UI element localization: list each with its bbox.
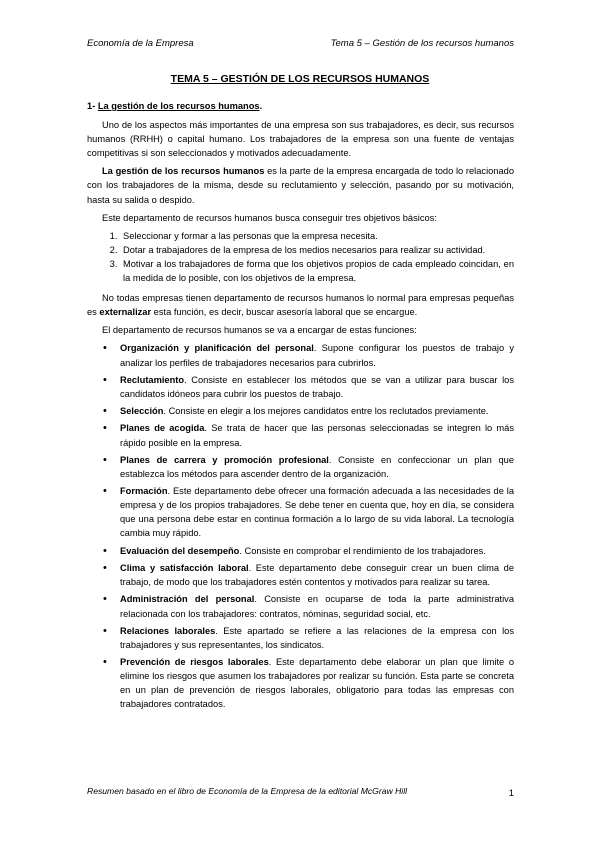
function-item	[120, 592, 514, 620]
function-item	[120, 544, 514, 558]
header-left: Economía de la Empresa	[87, 38, 194, 49]
function-item	[120, 404, 514, 418]
function-item	[120, 341, 514, 369]
function-item	[120, 373, 514, 401]
function-text: . Este apartado se refiere a las relaciones de la empresa con los trabajadores y sus representantes, los sindicatos.	[120, 625, 514, 650]
function-text: . Consiste en elegir a los mejores candidatos entre los reclutados previamente.	[163, 406, 489, 417]
externalize-term: externalizar	[99, 307, 152, 318]
externalize-end: esta función, es decir, buscar asesoría laboral que se encargue.	[151, 307, 418, 318]
function-item	[120, 484, 514, 540]
function-term: Planes de carrera y promoción profesional	[120, 454, 329, 465]
function-item	[120, 453, 514, 481]
header-right: Tema 5 – Gestión de los recursos humanos	[330, 38, 514, 49]
paragraph-objectives-intro: Este departamento de recursos humanos busca conseguir tres objetivos básicos:	[102, 212, 437, 223]
objective-item: 2. Dotar a trabajadores de la empresa de los medios necesarios para realizar su actividad.	[120, 243, 514, 257]
paragraph-definition	[87, 164, 514, 206]
function-item	[120, 561, 514, 589]
definition-text: es la parte de la empresa encargada de todo lo relacionado con los trabajadores de la misma, desde su reclutamiento y selección, pasando por su motivación, hasta su salida o despido.	[87, 166, 514, 205]
function-text: . Este departamento debe conseguir crear un buen clima de trabajo, de modo que los trabajadores estén contentos y motivados para realizar su tarea.	[120, 563, 514, 588]
function-term: Evaluación del desempeño	[120, 545, 240, 556]
function-text: . Este departamento debe ofrecer una formación adecuada a las necesidades de la empresa y de los propios trabajadores. Se debe tener en cuenta que, hoy en día, se considera que una persona debe estar en continua formación a lo largo de su vida laboral. La tecnología cambia muy rápido.	[120, 486, 514, 539]
function-item	[120, 624, 514, 652]
function-term: Selección	[120, 406, 164, 417]
definition-term: La gestión de los recursos humanos	[102, 166, 265, 177]
function-term: Planes de acogida	[120, 423, 205, 434]
paragraph-externalize	[87, 291, 514, 319]
objective-item: 1. Seleccionar y formar a las personas que la empresa necesita.	[120, 229, 514, 243]
externalize-start: No todas empresas tienen departamento de recursos humanos lo normal para empresas pequeñas es	[87, 293, 514, 318]
function-text: . Consiste en confeccionar un plan que establezca los métodos para ascender dentro de la organización.	[120, 454, 514, 479]
footer-note: Resumen basado en el libro de Economía de la Empresa de la editorial McGraw Hill	[87, 786, 408, 796]
function-text: . Se trata de hacer que las personas seleccionadas se integren lo más rápido posible en la empresa.	[120, 423, 514, 448]
function-term: Relaciones laborales	[120, 625, 216, 636]
section-period: .	[259, 101, 263, 111]
function-term: Prevención de riesgos laborales	[120, 657, 269, 668]
function-term: Formación	[120, 486, 168, 497]
objectives-list	[87, 229, 514, 285]
function-text: . Consiste en comprobar el rendimiento de los trabajadores.	[239, 545, 486, 556]
function-text: . Consiste en establecer los métodos que se van a utilizar para buscar los candidatos idóneos para cubrir los puestos de trabajo.	[120, 374, 514, 399]
function-item	[120, 655, 514, 711]
section-number: 1-	[87, 101, 98, 111]
document-body	[87, 99, 514, 715]
paragraph-intro: Uno de los aspectos más importantes de una empresa son sus trabajadores, es decir, sus recursos humanos (RRHH) o capital humano. Los trabajadores de la empresa son una fuente de ventajas competitivas si son seleccionados y motivados adecuadamente.	[87, 120, 514, 159]
function-item	[120, 421, 514, 449]
section-heading	[87, 99, 514, 113]
section-title: La gestión de los recursos humanos	[97, 101, 260, 111]
page-number: 1	[508, 788, 514, 799]
function-term: Organización y planificación del personal	[120, 343, 314, 354]
function-term: Clima y satisfacción laboral	[120, 563, 249, 574]
function-text: . Este departamento debe elaborar un plan que limite o elimine los riesgos que asumen los trabajadores por realizar su función. Esta parte se concreta en un plan de prevención de riesgos laborales, obligatorio para todas las empresas con trabajadores contratados.	[120, 657, 514, 710]
function-term: Administración del personal	[120, 594, 255, 605]
document-title: TEMA 5 – GESTIÓN DE LOS RECURSOS HUMANOS	[170, 73, 430, 85]
functions-list	[87, 341, 514, 711]
function-text: . Consiste en ocuparse de toda la parte administrativa relacionada con los trabajadores: contratos, nóminas, seguridad social, etc.	[120, 594, 514, 619]
function-text: . Supone configurar los puestos de trabajo y analizar los perfiles de trabajadores necesarios para cubrirlos.	[120, 343, 514, 368]
paragraph-functions-intro: El departamento de recursos humanos se va a encargar de estas funciones:	[102, 325, 417, 336]
objective-item: 3. Motivar a los trabajadores de forma que los objetivos propios de cada empleado coincidan, en la medida de lo posible, con los objetivos de la empresa.	[120, 257, 514, 285]
function-term: Reclutamiento	[120, 374, 185, 385]
